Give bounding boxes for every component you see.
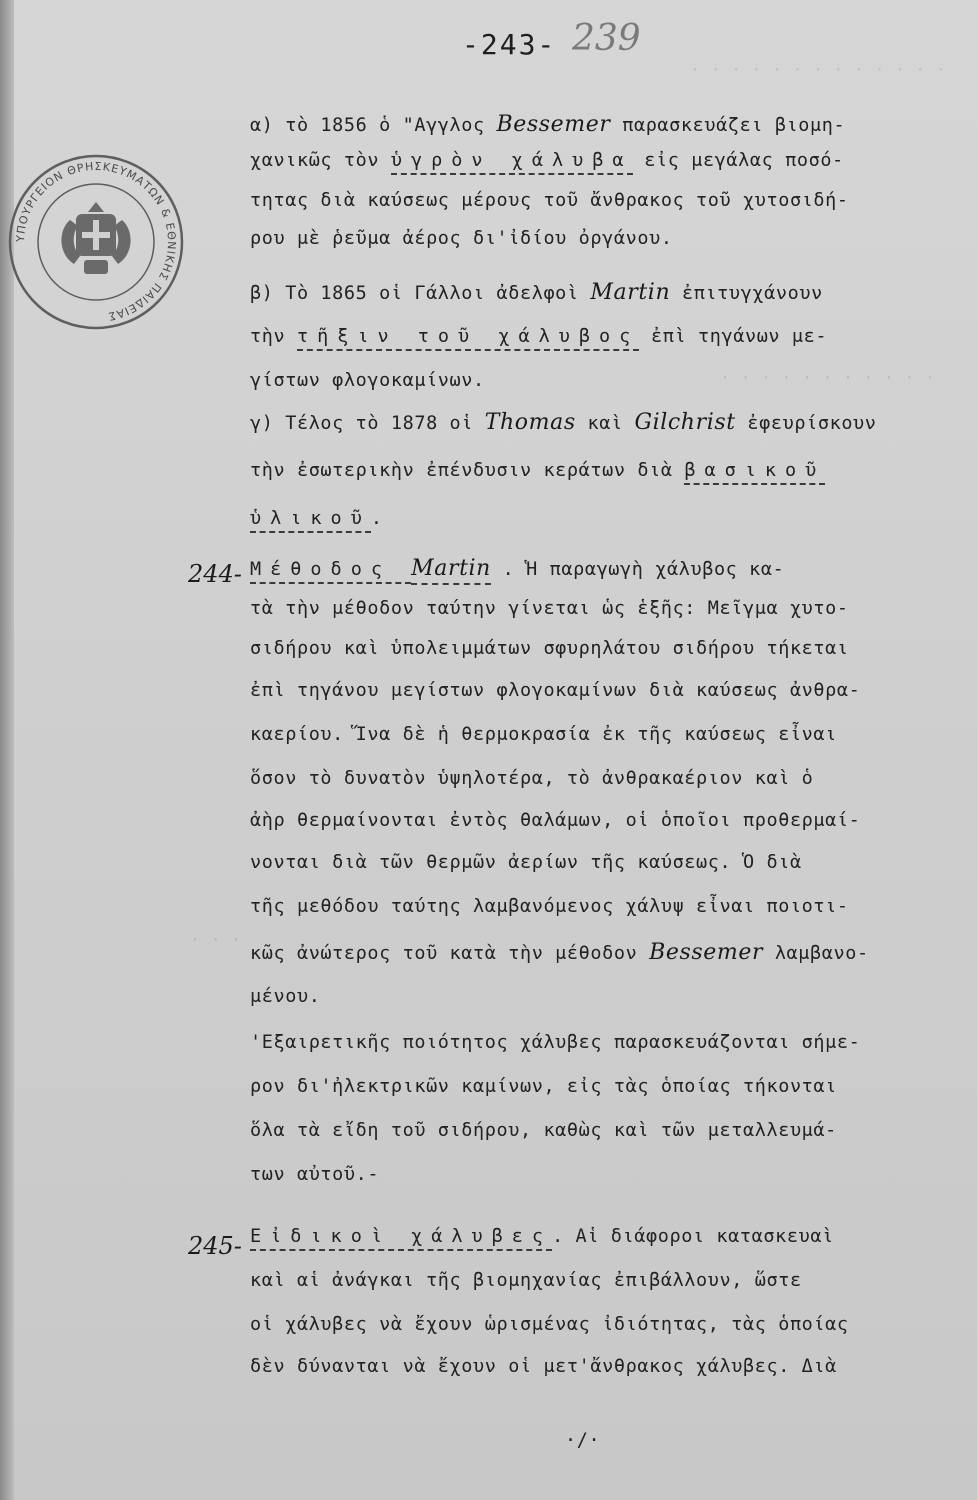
text-line: γίστων φλογοκαμίνων. [250, 370, 485, 391]
text-line: ρον δι'ἠλεκτρικῶν καμίνων, εἰς τὰς ὁποίας τήκονται [250, 1076, 837, 1097]
official-seal [4, 150, 189, 335]
text-line: τῆς μεθόδου ταύτης λαμβανόμενος χάλυψ εἶναι ποιοτι- [250, 896, 849, 917]
text-line: νονται διὰ τῶν θερμῶν ἀερίων τῆς καύσεως. Ὁ διὰ [250, 852, 802, 873]
text-line: τητας διὰ καύσεως μέρους τοῦ ἄνθρακος τοῦ χυτοσιδή- [250, 190, 849, 211]
text-line: ρου μὲ ῥεῦμα ἀέρος δι'ἰδίου ὀργάνου. [250, 228, 673, 249]
spaced-term: ὑγρὸν χάλυβα [391, 150, 633, 175]
text-line: καερίου. Ἵνα δὲ ἡ θερμοκρασία ἐκ τῆς καύσεως εἶναι [250, 724, 837, 745]
seal-text: ΥΠΟΥΡΓΕΙΟΝ ΘΡΗΣΚΕΥΜΑΤΩΝ & ΕΘΝΙΚΗΣ ΠΑΙΔΕΙΑΣ [13, 159, 179, 324]
text-line: μένου. [250, 986, 321, 1007]
section-heading-line: Μέθοδος Martin . Ἡ παραγωγὴ χάλυβος κα- [250, 556, 960, 581]
text-line: ἐπὶ τηγάνου μεγίστων φλογοκαμίνων διὰ καύσεως ἀνθρα- [250, 680, 861, 701]
text-line: α) τὸ 1856 ὁ "Αγγλος Bessemer παρασκευάζει βιομη- [250, 112, 846, 137]
handwritten-name: Gilchrist [634, 410, 736, 435]
text-line: των αὐτοῦ.- [250, 1164, 380, 1185]
bleed-through-text: · · · · · · · · · · · [720, 368, 935, 388]
handwritten-name: Bessemer [496, 112, 611, 137]
text-line: 'Εξαιρετικῆς ποιότητος χάλυβες παρασκευάζονται σήμε- [250, 1032, 861, 1053]
section-title: Εἰδικοὶ χάλυβες [250, 1226, 552, 1251]
bleed-through-text: · · · [190, 930, 242, 950]
text-line: ὅσον τὸ δυνατὸν ὑψηλοτέρα, τὸ ἀνθρακαέριον καὶ ὁ [250, 768, 814, 789]
bleed-through-text: · · · · · · · · · · · · · [690, 60, 946, 80]
section-title: Μέθοδος [250, 559, 411, 584]
text-line: τὴν ἐσωτερικὴν ἐπένδυσιν κεράτων διὰ βασικοῦ [250, 460, 960, 481]
text-line: οἱ χάλυβες νὰ ἔχουν ὡρισμένας ἰδιότητας, τὰς ὁποίας [250, 1314, 849, 1335]
page-number: -243- [462, 28, 557, 61]
text-line: ἀὴρ θερμαίνονται ἐντὸς θαλάμων, οἱ ὁποῖοι προθερμαί- [250, 810, 861, 831]
spaced-term: τῆξιν τοῦ χάλυβος [297, 326, 639, 351]
handwritten-name: Thomas [484, 410, 576, 435]
text-line: ὑλικοῦ. [250, 508, 960, 529]
continuation-mark: ·/· [565, 1430, 601, 1451]
spaced-term: ὑλικοῦ [250, 508, 371, 533]
handwritten-name: Martin [590, 280, 671, 305]
handwritten-page-number: 239 [572, 18, 641, 59]
text-line: καὶ αἱ ἀνάγκαι τῆς βιομηχανίας ἐπιβάλλουν, ὥστε [250, 1270, 802, 1291]
text-line: τὴν τῆξιν τοῦ χάλυβος ἐπὶ τηγάνων με- [250, 326, 960, 347]
margin-section-number-244: 244- [188, 560, 242, 588]
handwritten-name: Bessemer [649, 940, 764, 965]
text-line: χανικῶς τὸν ὑγρὸν χάλυβα εἰς μεγάλας ποσό- [250, 150, 960, 171]
text-line: κῶς ἀνώτερος τοῦ κατὰ τὴν μέθοδον Bessemer λαμβανο- [250, 940, 869, 965]
text-line: δὲν δύνανται νὰ ἔχουν οἱ μετ'ἄνθρακος χάλυβες. Διὰ [250, 1356, 837, 1377]
text-line: γ) Τέλος τὸ 1878 οἱ Thomas καὶ Gilchrist ἐφευρίσκουν [250, 410, 877, 435]
text-line: σιδήρου καὶ ὑπολειμμάτων σφυρηλάτου σιδήρου τήκεται [250, 638, 849, 659]
margin-section-number-245: 245- [188, 1232, 242, 1260]
text-line: ὅλα τὰ εἴδη τοῦ σιδήρου, καθὼς καὶ τῶν μεταλλευμά- [250, 1120, 837, 1141]
text-line: τὰ τὴν μέθοδον ταύτην γίνεται ὡς ἑξῆς: Μεῖγμα χυτο- [250, 598, 849, 619]
handwritten-name: Martin [411, 556, 491, 585]
spaced-term: βασικοῦ [684, 460, 825, 485]
section-heading-line: Εἰδικοὶ χάλυβες. Αἱ διάφοροι κατασκευαὶ [250, 1226, 960, 1247]
text-line: β) Τὸ 1865 οἱ Γάλλοι ἀδελφοὶ Martin ἐπιτυγχάνουν [250, 280, 823, 305]
